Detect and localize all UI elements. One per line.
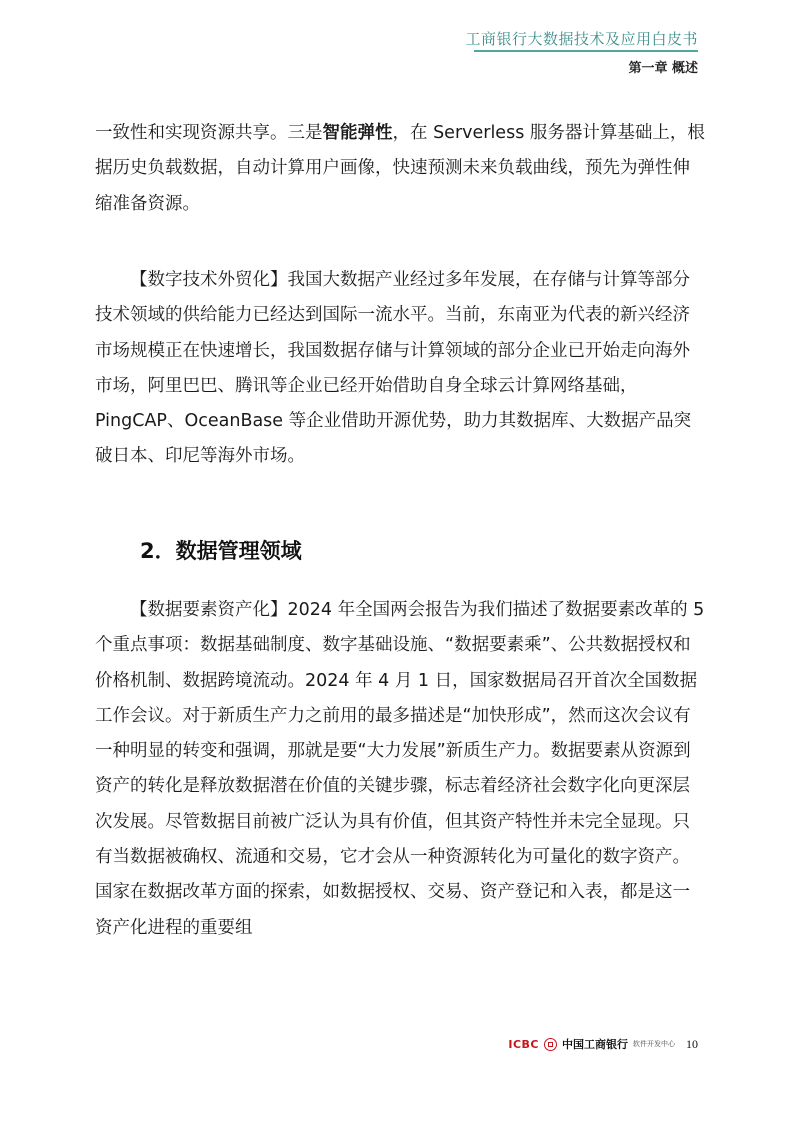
paragraph-data-assetization: 【数据要素资产化】2024 年全国两会报告为我们描述了数据要素改革的 5 个重点事项：数据基础制度、数字基础设施、“数据要素乘”、公共数据授权和价格机制、数据跨境流动。2024 年 4 月 1 日，国家数据局召开首次全国数据工作会议。对于新质生产力之前用的最多描述是“加快形成”，然而这次会议有一种明显的转变和强调，那就是要“大力发展”新质生产力。数据要素从资源到资产的转化是释放数据潜在价值的关键步骤，标志着经济社会数字化向更深层次发展。尽管数据目前被广泛认为具有价值，但其资产特性并未完全显现。只有当数据被确权、流通和交易，它才会从一种资源转化为可量化的数字资产。国家在数据改革方面的探索，如数据授权、交易、资产登记和入表，都是这一资产化进程的重要组 xyxy=(95,600,705,938)
icbc-logo-text: ICBC xyxy=(508,1037,539,1051)
paragraph-text: ，在 Serverless 服务器计算基础上，根据历史负载数据，自动计算用户画像，快速预测未来负载曲线，预先为弹性伸缩准备资源。 xyxy=(95,123,705,214)
paragraph-intelligent-elasticity xyxy=(95,116,707,222)
chapter-label: 第一章 概述 xyxy=(628,61,698,76)
footer xyxy=(508,1036,698,1052)
paragraph-text: 一致性和实现资源共享。三是 xyxy=(95,123,323,143)
header-divider xyxy=(474,50,698,52)
page-number: 10 xyxy=(686,1036,698,1051)
header-title: 工商银行大数据技术及应用白皮书 xyxy=(465,30,698,48)
section-heading: 2．数据管理领域 xyxy=(140,539,302,563)
bold-term: 智能弹性 xyxy=(322,123,393,143)
icbc-logo-icon xyxy=(544,1038,557,1051)
bank-name: 中国工商银行 xyxy=(562,1038,628,1051)
paragraph-digital-tech-export: 【数字技术外贸化】我国大数据产业经过多年发展，在存储与计算等部分技术领域的供给能力已经达到国际一流水平。当前，东南亚为代表的新兴经济市场规模正在快速增长，我国数据存储与计算领域的部分企业已开始走向海外市场，阿里巴巴、腾讯等企业已经开始借助自身全球云计算网络基础，PingCAP、OceanBase 等企业借助开源优势，助力其数据库、大数据产品突破日本、印尼等海外市场。 xyxy=(95,270,692,467)
department-name: 软件开发中心 xyxy=(633,1040,675,1048)
